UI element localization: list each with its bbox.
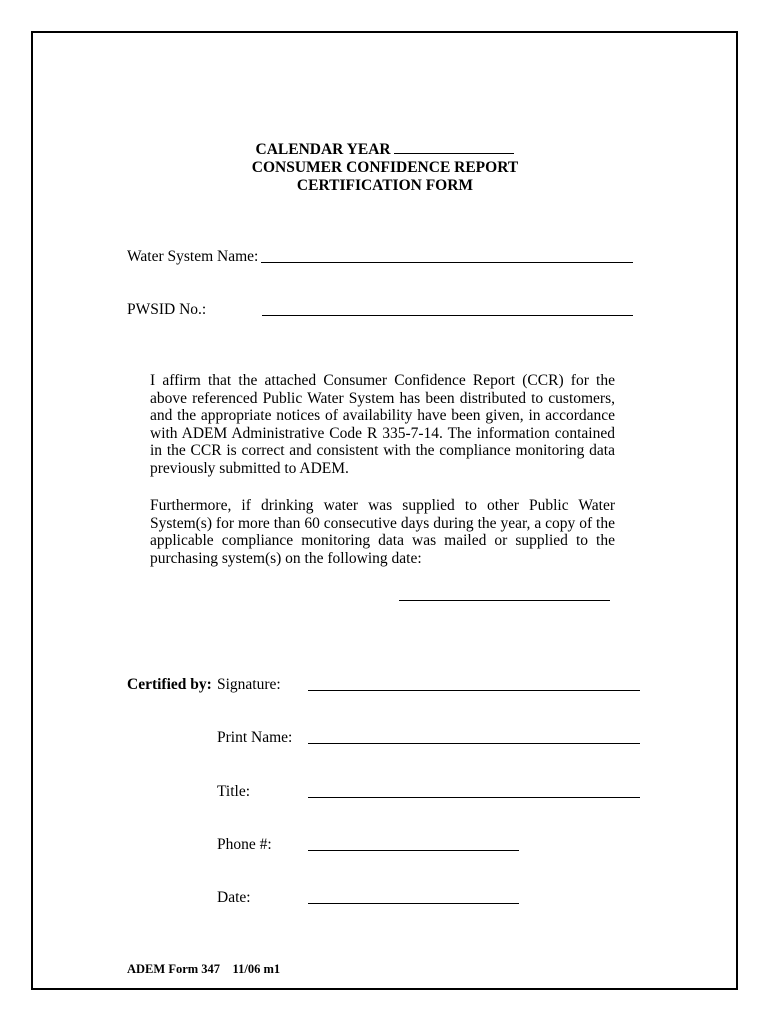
pwsid-label: PWSID No.: bbox=[127, 301, 207, 318]
supplied-date-field[interactable] bbox=[399, 600, 610, 601]
pwsid-field[interactable] bbox=[262, 315, 633, 316]
form-title: CERTIFICATION FORM bbox=[296, 177, 474, 194]
title-field[interactable] bbox=[308, 797, 640, 798]
form-header bbox=[0, 141, 770, 195]
water-system-name-field[interactable] bbox=[261, 262, 633, 263]
calendar-year-line bbox=[0, 141, 770, 159]
calendar-year-blank[interactable] bbox=[394, 141, 514, 154]
water-system-name-label: Water System Name: bbox=[127, 248, 259, 265]
form-id-footer: ADEM Form 347 11/06 m1 bbox=[127, 962, 281, 976]
title-label: Title: bbox=[217, 783, 251, 800]
signature-label: Signature: bbox=[217, 676, 281, 693]
calendar-year-label: CALENDAR YEAR bbox=[255, 141, 391, 158]
date-field[interactable] bbox=[308, 903, 519, 904]
signature-field[interactable] bbox=[308, 690, 640, 691]
print-name-label: Print Name: bbox=[217, 729, 293, 746]
print-name-field[interactable] bbox=[308, 743, 640, 744]
certified-by-label: Certified by: bbox=[127, 676, 212, 693]
phone-field[interactable] bbox=[308, 850, 519, 851]
report-title: CONSUMER CONFIDENCE REPORT bbox=[251, 159, 519, 176]
phone-label: Phone #: bbox=[217, 836, 272, 853]
affirmation-paragraph: I affirm that the attached Consumer Confidence Report (CCR) for the above referenced Public Water System has been distributed to customers, and the appropriate notices of availability have been given, in accordance with ADEM Administrative Code R 335-7-14. The information contained in the CCR is correct and consistent with the compliance monitoring data previously submitted to ADEM. bbox=[150, 372, 615, 477]
date-label: Date: bbox=[217, 889, 251, 906]
furthermore-paragraph: Furthermore, if drinking water was supplied to other Public Water System(s) for more than 60 consecutive days during the year, a copy of the applicable compliance monitoring data was mailed or supplied to the purchasing system(s) on the following date: bbox=[150, 497, 615, 567]
